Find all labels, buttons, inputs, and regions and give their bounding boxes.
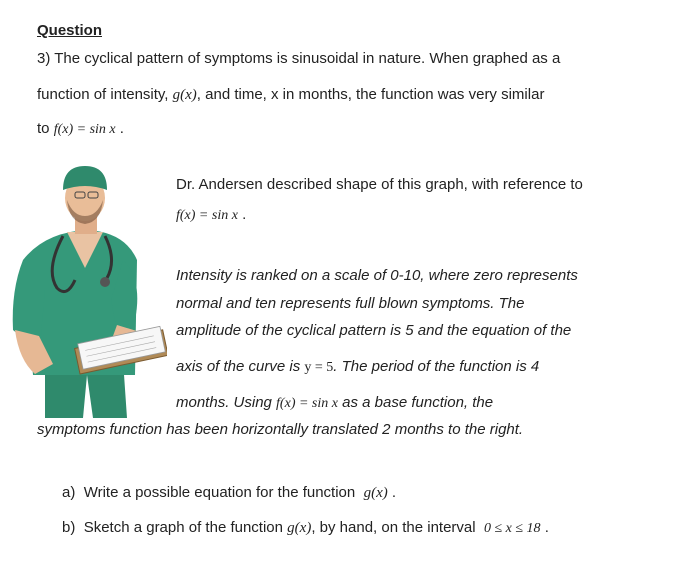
math-f-of-x-2: f(x) = sin x — [176, 208, 238, 223]
question-line-3 — [37, 120, 124, 138]
details-line-3: amplitude of the cyclical pattern is 5 and the equation of the — [176, 322, 572, 339]
question-line-2-rest: , and time, x in months, the function was very similar — [196, 86, 545, 103]
math-g-of-x-b: g(x) — [287, 520, 312, 536]
details-line-6: symptoms function has been horizontally translated 2 months to the right. — [37, 421, 524, 438]
part-b — [62, 519, 549, 537]
question-line-3-end: . — [119, 120, 124, 137]
math-f-of-x: f(x) = sin x — [53, 122, 116, 137]
details-line-5-text: months. Using — [176, 394, 272, 411]
math-g-of-x: g(x) — [172, 87, 197, 103]
question-line-1: 3) The cyclical pattern of symptoms is sinusoidal in nature. When graphed as a — [37, 50, 561, 67]
question-line-3-text: to — [37, 120, 50, 137]
math-g-of-x-a: g(x) — [363, 485, 388, 501]
doctor-illustration — [5, 160, 167, 418]
details-line-5-rest: as a base function, the — [342, 394, 494, 411]
part-a — [62, 484, 396, 502]
part-b-text-2: , by hand, on the interval — [311, 519, 476, 536]
part-a-end: . — [391, 484, 397, 501]
part-b-label: b) — [62, 519, 76, 536]
description-line-2 — [176, 206, 246, 224]
question-line-2 — [37, 86, 544, 104]
details-line-5 — [176, 394, 493, 412]
math-f-of-x-3: f(x) = sin x — [276, 396, 338, 411]
details-line-4 — [176, 358, 539, 376]
details-line-2: normal and ten represents full blown symptoms. The — [176, 295, 525, 312]
question-heading: Question — [37, 22, 103, 39]
math-interval: 0 ≤ x ≤ 18 — [483, 521, 541, 536]
part-b-text: Sketch a graph of the function — [83, 519, 283, 536]
details-line-4-text: axis of the curve is — [176, 358, 301, 375]
details-line-4-rest: . The period of the function is 4 — [333, 358, 540, 375]
details-line-1: Intensity is ranked on a scale of 0-10, where zero represents — [176, 267, 578, 284]
part-a-label: a) — [62, 484, 76, 501]
math-y-equals-5: y = 5 — [304, 360, 334, 375]
description-line-2-end: . — [242, 206, 247, 223]
question-line-2-text: function of intensity, — [37, 86, 169, 103]
description-line-1: Dr. Andersen described shape of this graph, with reference to — [176, 176, 583, 193]
part-a-text: Write a possible equation for the function — [83, 484, 356, 501]
part-b-end: . — [544, 519, 549, 536]
